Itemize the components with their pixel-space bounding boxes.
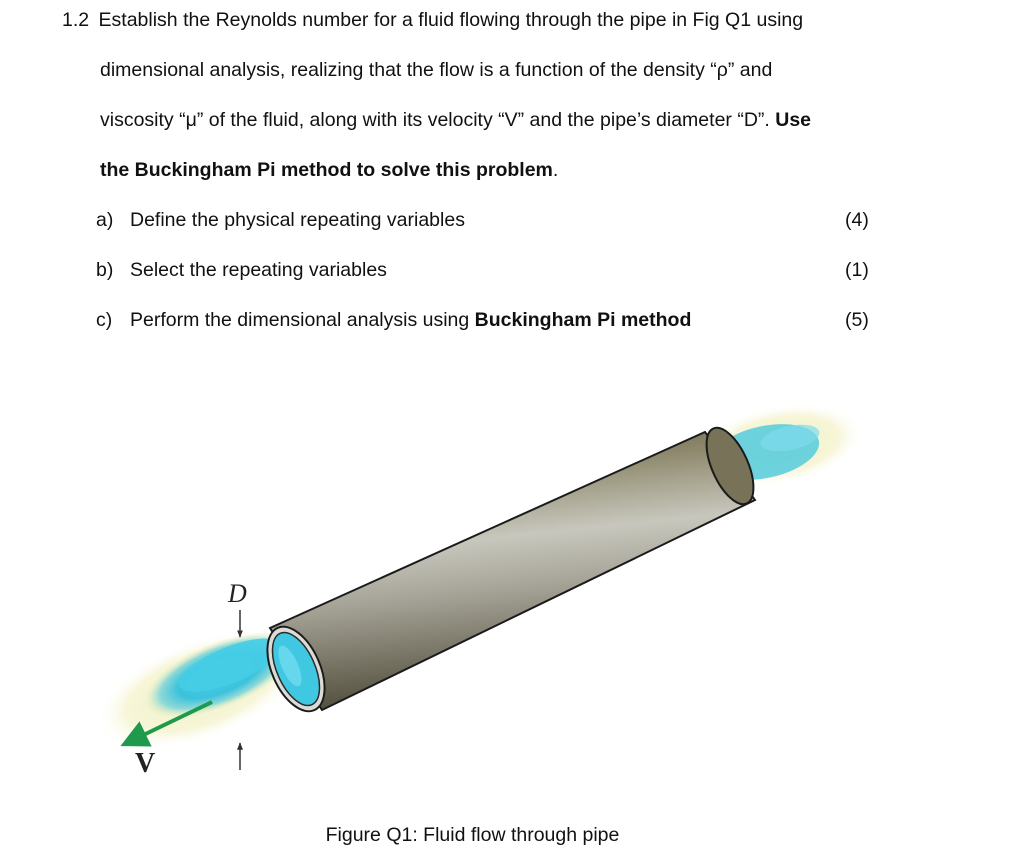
question-number: 1.2 <box>62 9 90 31</box>
pipe <box>256 421 763 720</box>
question-intro-line-4-end: . <box>552 159 559 181</box>
question-line-4 <box>100 158 558 182</box>
subquestion-b-text: Select the repeating variables <box>130 259 387 281</box>
subquestion-b-letter: b) <box>96 259 114 281</box>
question-intro-line-4-bold: the Buckingham Pi method to solve this problem <box>100 159 553 181</box>
subquestion-b-marks: (1) <box>845 259 869 281</box>
subquestion-a <box>96 208 465 232</box>
velocity-label: V <box>135 748 156 779</box>
subquestion-c-text: Perform the dimensional analysis using <box>130 309 475 331</box>
subquestion-a-marks: (4) <box>845 209 869 231</box>
subquestion-c-letter: c) <box>96 309 113 331</box>
question-intro-line-1: Establish the Reynolds number for a fluid flowing through the pipe in Fig Q1 using <box>98 9 804 31</box>
subquestion-c <box>96 308 691 332</box>
subquestion-b <box>96 258 387 282</box>
question-intro-line-3: viscosity “μ” of the fluid, along with its velocity “V” and the pipe’s diameter “D”. <box>100 109 770 131</box>
question-intro-line-3-bold: Use <box>775 109 812 131</box>
diameter-label: D <box>228 579 247 608</box>
subquestion-c-bold: Buckingham Pi method <box>474 309 692 331</box>
question-line-3 <box>100 108 811 132</box>
pipe-figure <box>100 390 880 790</box>
question-intro-line-2: dimensional analysis, realizing that the flow is a function of the density “ρ” and <box>100 59 773 81</box>
subquestion-a-letter: a) <box>96 209 114 231</box>
question-line-1 <box>62 8 803 32</box>
subquestion-a-text: Define the physical repeating variables <box>130 209 465 231</box>
figure-caption: Figure Q1: Fluid flow through pipe <box>325 824 620 846</box>
subquestion-c-marks: (5) <box>845 309 869 331</box>
